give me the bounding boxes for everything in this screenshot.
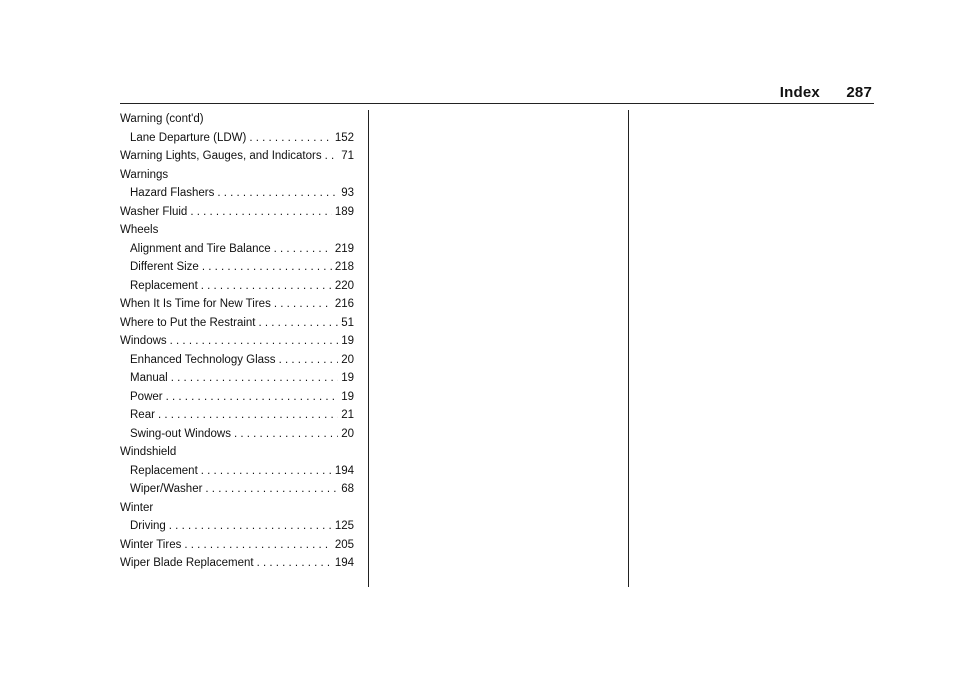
- index-page-ref: 218: [334, 261, 354, 273]
- index-page-ref: 220: [334, 279, 354, 292]
- index-term: When It Is Time for New Tires: [120, 298, 271, 310]
- dot-leader: [205, 480, 338, 499]
- dot-leader: [184, 536, 331, 555]
- index-entry: [120, 332, 354, 351]
- dot-leader: [259, 314, 339, 333]
- dot-leader: [257, 554, 332, 573]
- index-subentry: [120, 406, 354, 425]
- index-page-ref: 194: [334, 557, 354, 569]
- index-page-ref: 19: [341, 372, 354, 384]
- dot-leader: [274, 240, 332, 259]
- index-term: Alignment and Tire Balance: [130, 242, 271, 255]
- index-page-ref: 152: [334, 131, 354, 144]
- index-subentry: [120, 277, 354, 296]
- dot-leader: [190, 203, 331, 222]
- index-page-ref: 125: [334, 520, 354, 532]
- index-subentry: [120, 258, 354, 277]
- dot-leader: [201, 462, 332, 481]
- index-term: Warning (cont'd): [120, 113, 204, 125]
- index-term: Warnings: [120, 168, 169, 181]
- index-entry: [120, 499, 354, 518]
- dot-leader: [170, 332, 339, 351]
- index-subentry: [120, 480, 354, 499]
- index-entry: [120, 147, 354, 166]
- section-title: Index: [779, 84, 820, 101]
- index-term: Wiper Blade Replacement: [120, 557, 254, 569]
- index-subentry: [120, 240, 354, 259]
- dot-leader: [158, 406, 338, 425]
- index-term: Wheels: [120, 224, 159, 236]
- index-term: Lane Departure (LDW): [130, 131, 247, 144]
- index-entry: [120, 443, 354, 462]
- index-page-ref: 20: [341, 353, 354, 366]
- index-term: Manual: [130, 372, 168, 384]
- column-divider-left: [368, 110, 369, 587]
- index-entry: [120, 536, 354, 555]
- index-entry: [120, 314, 354, 333]
- index-page-ref: 68: [341, 483, 354, 495]
- index-entry: [120, 110, 354, 129]
- index-page-ref: 20: [341, 427, 354, 440]
- index-term: Windshield: [120, 446, 177, 458]
- dot-leader: [169, 517, 332, 536]
- index-term: Winter Tires: [120, 538, 182, 551]
- column-divider-right: [628, 110, 629, 587]
- index-column: [120, 110, 354, 573]
- index-subentry: [120, 425, 354, 444]
- index-term: Power: [130, 390, 163, 403]
- index-term: Different Size: [130, 261, 199, 273]
- index-page-ref: 71: [341, 150, 354, 162]
- dot-leader: [201, 277, 332, 296]
- index-term: Replacement: [130, 279, 198, 292]
- index-page-ref: 219: [334, 242, 354, 255]
- index-entry: [120, 203, 354, 222]
- index-page-ref: 19: [341, 335, 354, 347]
- dot-leader: [274, 295, 332, 314]
- index-subentry: [120, 184, 354, 203]
- index-term: Where to Put the Restraint: [120, 316, 256, 329]
- index-page-ref: 189: [334, 205, 354, 218]
- index-subentry: [120, 369, 354, 388]
- dot-leader: [166, 388, 339, 407]
- index-page-ref: 93: [341, 187, 354, 199]
- page-number: 287: [846, 84, 872, 101]
- index-page-ref: 194: [334, 464, 354, 477]
- index-entry: [120, 221, 354, 240]
- dot-leader: [249, 129, 331, 148]
- index-term: Winter: [120, 501, 154, 514]
- dot-leader: [202, 258, 332, 277]
- index-entry: [120, 295, 354, 314]
- index-page-ref: 19: [341, 390, 354, 403]
- index-page-ref: 51: [341, 316, 354, 329]
- index-term: Rear: [130, 409, 155, 421]
- index-term: Windows: [120, 335, 167, 347]
- index-subentry: [120, 517, 354, 536]
- running-head: [780, 84, 872, 101]
- index-term: Replacement: [130, 464, 198, 477]
- index-page-ref: 205: [334, 538, 354, 551]
- index-subentry: [120, 462, 354, 481]
- index-term: Enhanced Technology Glass: [130, 353, 276, 366]
- index-term: Hazard Flashers: [130, 187, 215, 199]
- dot-leader: [325, 147, 339, 166]
- dot-leader: [171, 369, 338, 388]
- dot-leader: [217, 184, 338, 203]
- index-subentry: [120, 351, 354, 370]
- index-subentry: [120, 129, 354, 148]
- index-term: Driving: [130, 520, 166, 532]
- index-subentry: [120, 388, 354, 407]
- header-rule: [120, 103, 874, 104]
- index-term: Washer Fluid: [120, 205, 188, 218]
- index-entry: [120, 554, 354, 573]
- dot-leader: [279, 351, 339, 370]
- index-term: Swing-out Windows: [130, 427, 231, 440]
- index-page-ref: 216: [334, 298, 354, 310]
- index-page-ref: 21: [341, 409, 354, 421]
- dot-leader: [234, 425, 338, 444]
- index-term: Wiper/Washer: [130, 483, 203, 495]
- index-term: Warning Lights, Gauges, and Indicators: [120, 150, 322, 162]
- index-entry: [120, 166, 354, 185]
